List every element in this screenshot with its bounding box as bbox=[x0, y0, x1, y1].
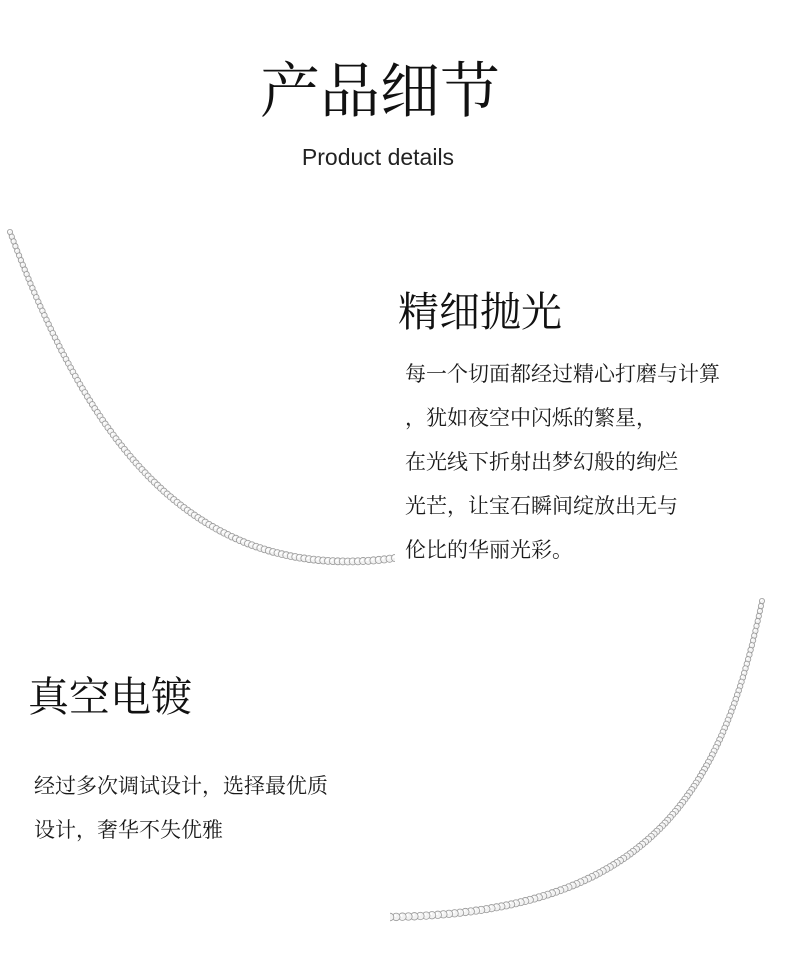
necklace-stone-sparkle bbox=[698, 774, 700, 776]
necklace-stone-sparkle bbox=[125, 451, 127, 453]
polish-section-description bbox=[405, 352, 720, 572]
necklace-stone-sparkle bbox=[759, 604, 761, 606]
necklace-stone-sparkle bbox=[53, 336, 55, 338]
necklace-stone-sparkle bbox=[49, 327, 51, 329]
necklace-stone-sparkle bbox=[726, 718, 728, 720]
necklace-stone bbox=[754, 623, 759, 628]
necklace-stone-sparkle bbox=[366, 558, 369, 561]
necklace-stone-sparkle bbox=[175, 500, 177, 502]
necklace-stone-sparkle bbox=[71, 370, 73, 372]
necklace-stone-sparkle bbox=[211, 525, 213, 527]
necklace-stone-sparkle bbox=[271, 550, 273, 552]
necklace-stone-sparkle bbox=[51, 331, 53, 333]
necklace-stone-sparkle bbox=[746, 658, 748, 660]
necklace-stone-sparkle bbox=[340, 559, 342, 561]
necklace-stone-sparkle bbox=[307, 557, 309, 559]
necklace-stone-sparkle bbox=[143, 471, 145, 473]
necklace-stone-sparkle bbox=[280, 552, 282, 554]
necklace-stone-sparkle bbox=[744, 667, 746, 669]
necklace-stone-sparkle bbox=[258, 546, 260, 548]
necklace-stone-sparkle bbox=[288, 554, 290, 556]
necklace-stone-sparkle bbox=[14, 244, 16, 246]
necklace-stone-sparkle bbox=[749, 648, 751, 650]
necklace-stone-sparkle bbox=[745, 662, 747, 664]
necklace-stone-sparkle bbox=[721, 730, 723, 732]
necklace-stone-sparkle bbox=[735, 693, 737, 695]
necklace-stone-sparkle bbox=[43, 314, 45, 316]
necklace-stone-sparkle bbox=[122, 447, 124, 449]
necklace-stone-sparkle bbox=[37, 300, 39, 302]
necklace-stone-sparkle bbox=[738, 685, 740, 687]
necklace-stone-sparkle bbox=[742, 671, 744, 673]
necklace-stone-sparkle bbox=[114, 437, 116, 439]
necklace-stone-sparkle bbox=[189, 511, 191, 513]
necklace-stone-sparkle bbox=[146, 474, 148, 476]
necklace-photo-bottom bbox=[390, 595, 790, 975]
necklace-stone-sparkle bbox=[111, 433, 113, 435]
necklace-stone-sparkle bbox=[27, 277, 29, 279]
necklace-photo-top bbox=[0, 228, 395, 600]
necklace-stone bbox=[756, 613, 761, 618]
necklace-stone-sparkle bbox=[31, 286, 33, 288]
necklace-stone-sparkle bbox=[238, 538, 240, 540]
necklace-stone-sparkle bbox=[387, 556, 390, 559]
necklace-stone-sparkle bbox=[242, 540, 244, 542]
necklace-stone-sparkle bbox=[331, 559, 333, 561]
necklace-stone-sparkle bbox=[732, 702, 734, 704]
necklace-stone-sparkle bbox=[165, 492, 167, 494]
necklace-stone-sparkle bbox=[710, 753, 712, 755]
necklace-stone-sparkle bbox=[203, 520, 205, 522]
necklace-stone-sparkle bbox=[298, 556, 300, 558]
polish-description-line: 在光线下折射出梦幻般的绚烂 bbox=[405, 450, 678, 474]
necklace-stone-sparkle bbox=[55, 340, 57, 342]
necklace-stone-sparkle bbox=[39, 305, 41, 307]
necklace-stone-sparkle bbox=[712, 749, 714, 751]
necklace-stone-sparkle bbox=[182, 506, 184, 508]
necklace-stone-sparkle bbox=[29, 282, 31, 284]
necklace-stone bbox=[755, 618, 760, 623]
polish-description-line: 光芒，让宝石瞬间绽放出无与 bbox=[405, 494, 678, 518]
necklace-stone-sparkle bbox=[120, 444, 122, 446]
necklace-stone-sparkle bbox=[134, 461, 136, 463]
necklace-stone-sparkle bbox=[234, 536, 236, 538]
necklace-stone-sparkle bbox=[740, 680, 742, 682]
necklace-stone-sparkle bbox=[326, 559, 328, 561]
necklace-stone-sparkle bbox=[267, 549, 269, 551]
page-title: 产品细节 bbox=[260, 57, 500, 127]
necklace-stone-sparkle bbox=[756, 619, 758, 621]
necklace-stone-sparkle bbox=[382, 557, 385, 560]
necklace-stone-sparkle bbox=[222, 531, 224, 533]
necklace-stone-sparkle bbox=[25, 272, 27, 274]
polish-description-line: 伦比的华丽光彩。 bbox=[405, 538, 573, 562]
polish-description-line: 每一个切面都经过精心打磨与计算 bbox=[405, 362, 720, 386]
necklace-stone-sparkle bbox=[729, 710, 731, 712]
necklace-stone-sparkle bbox=[321, 558, 323, 560]
necklace-stone-sparkle bbox=[10, 235, 12, 237]
necklace-stone-sparkle bbox=[98, 414, 100, 416]
necklace-stone-sparkle bbox=[723, 726, 725, 728]
necklace-stone-sparkle bbox=[152, 480, 154, 482]
necklace-stone-sparkle bbox=[731, 706, 733, 708]
necklace-stone-sparkle bbox=[262, 547, 264, 549]
necklace-stone-sparkle bbox=[117, 440, 119, 442]
necklace-stone-sparkle bbox=[758, 609, 760, 611]
necklace-stone-sparkle bbox=[162, 489, 164, 491]
necklace-stone-sparkle bbox=[200, 518, 202, 520]
necklace-stone-sparkle bbox=[250, 543, 252, 545]
necklace-stone-sparkle bbox=[41, 309, 43, 311]
necklace-stone-sparkle bbox=[76, 378, 78, 380]
necklace-stone-sparkle bbox=[284, 553, 286, 555]
necklace-stone-sparkle bbox=[88, 399, 90, 401]
necklace-stone-sparkle bbox=[696, 778, 698, 780]
necklace-stone-sparkle bbox=[19, 258, 21, 260]
necklace-stone-sparkle bbox=[140, 468, 142, 470]
necklace-stone bbox=[758, 603, 763, 608]
necklace-stone-sparkle bbox=[741, 676, 743, 678]
necklace-stone-sparkle bbox=[23, 268, 25, 270]
necklace-stone-sparkle bbox=[67, 362, 69, 364]
necklace-stone-sparkle bbox=[230, 535, 232, 537]
necklace-stone-sparkle bbox=[95, 410, 97, 412]
necklace-stone-sparkle bbox=[33, 291, 35, 293]
necklace-stone-sparkle bbox=[714, 745, 716, 747]
necklace-stone-sparkle bbox=[131, 458, 133, 460]
necklace-stone-sparkle bbox=[83, 391, 85, 393]
necklace-stone-sparkle bbox=[708, 757, 710, 759]
necklace-stone-sparkle bbox=[754, 629, 756, 631]
necklace-stone-sparkle bbox=[351, 559, 353, 561]
necklace-stone-sparkle bbox=[703, 767, 705, 769]
necklace-stone-sparkle bbox=[705, 764, 707, 766]
necklace-stone-sparkle bbox=[377, 558, 380, 561]
necklace-stone-sparkle bbox=[737, 689, 739, 691]
necklace-stone-sparkle bbox=[752, 634, 754, 636]
necklace-stone-sparkle bbox=[137, 464, 139, 466]
necklace-stone-sparkle bbox=[207, 522, 209, 524]
necklace-stone-sparkle bbox=[172, 498, 174, 500]
necklace-stone-sparkle bbox=[192, 513, 194, 515]
necklace-stone-sparkle bbox=[293, 555, 295, 557]
necklace-stone-sparkle bbox=[700, 771, 702, 773]
necklace-stone-sparkle bbox=[707, 760, 709, 762]
necklace-stone-sparkle bbox=[12, 240, 14, 242]
necklace-stone-sparkle bbox=[21, 263, 23, 265]
necklace-stone-sparkle bbox=[47, 323, 49, 325]
necklace-stone-sparkle bbox=[106, 426, 108, 428]
necklace-stone-sparkle bbox=[128, 454, 130, 456]
necklace-stone bbox=[757, 608, 762, 613]
necklace-stone-sparkle bbox=[275, 551, 277, 553]
necklace-stone-sparkle bbox=[60, 349, 62, 351]
necklace-stone-sparkle bbox=[345, 559, 347, 561]
necklace-stone-sparkle bbox=[748, 653, 750, 655]
necklace-stone-sparkle bbox=[371, 558, 374, 561]
necklace-stone-sparkle bbox=[64, 357, 66, 359]
necklace-stone-sparkle bbox=[302, 556, 304, 558]
necklace-stone-sparkle bbox=[8, 230, 10, 232]
necklace-stone-sparkle bbox=[728, 714, 730, 716]
necklace-stone-sparkle bbox=[85, 395, 87, 397]
necklace-stone-sparkle bbox=[17, 254, 19, 256]
page-subtitle: Product details bbox=[301, 144, 455, 170]
necklace-stone-sparkle bbox=[103, 422, 105, 424]
necklace-stone-sparkle bbox=[218, 529, 220, 531]
necklace-stone bbox=[759, 598, 764, 603]
necklace-stone-sparkle bbox=[356, 559, 358, 561]
necklace-stone-sparkle bbox=[81, 387, 83, 389]
necklace-stone-sparkle bbox=[73, 374, 75, 376]
necklace-stone-sparkle bbox=[725, 722, 727, 724]
necklace-stone-sparkle bbox=[109, 429, 111, 431]
necklace-stone-sparkle bbox=[311, 557, 313, 559]
necklace-stone-sparkle bbox=[246, 541, 248, 543]
necklace-stone-sparkle bbox=[196, 516, 198, 518]
necklace-stone-sparkle bbox=[78, 382, 80, 384]
necklace-stone-sparkle bbox=[750, 644, 752, 646]
necklace-stone-sparkle bbox=[719, 734, 721, 736]
necklace-stone-sparkle bbox=[101, 418, 103, 420]
necklace-stone-sparkle bbox=[718, 738, 720, 740]
necklace-stone-sparkle bbox=[755, 624, 757, 626]
necklace-stone-sparkle bbox=[336, 559, 338, 561]
necklace-stone-sparkle bbox=[93, 407, 95, 409]
necklace-stone-sparkle bbox=[159, 486, 161, 488]
necklace-stone-sparkle bbox=[45, 318, 47, 320]
necklace-stone-sparkle bbox=[15, 249, 17, 251]
necklace-stone-sparkle bbox=[178, 503, 180, 505]
plating-description-line: 设计，奢华不失优雅 bbox=[34, 818, 223, 842]
necklace-stone-sparkle bbox=[226, 533, 228, 535]
necklace-stone-sparkle bbox=[692, 784, 694, 786]
necklace-stone-sparkle bbox=[694, 781, 696, 783]
plating-section-description bbox=[34, 764, 328, 852]
necklace-stone-sparkle bbox=[716, 742, 718, 744]
necklace-stone-sparkle bbox=[316, 558, 318, 560]
plating-description-line: 经过多次调试设计，选择最优质 bbox=[34, 774, 328, 798]
necklace-stone-sparkle bbox=[168, 495, 170, 497]
necklace-stone bbox=[390, 913, 394, 921]
necklace-stone-sparkle bbox=[757, 614, 759, 616]
necklace-stone-sparkle bbox=[90, 403, 92, 405]
necklace-stone-sparkle bbox=[156, 483, 158, 485]
necklace-stone-sparkle bbox=[35, 295, 37, 297]
necklace-stone-sparkle bbox=[58, 345, 60, 347]
plating-section-title: 真空电镀 bbox=[28, 673, 192, 721]
polish-section-title: 精细抛光 bbox=[398, 288, 562, 336]
necklace-stone-sparkle bbox=[734, 697, 736, 699]
necklace-stone-sparkle bbox=[361, 559, 363, 561]
necklace-stone-sparkle bbox=[254, 544, 256, 546]
necklace-stone-sparkle bbox=[751, 639, 753, 641]
necklace-stone-sparkle bbox=[149, 477, 151, 479]
necklace-stone-sparkle bbox=[185, 508, 187, 510]
necklace-stone-sparkle bbox=[69, 366, 71, 368]
polish-description-line: ，犹如夜空中闪烁的繁星， bbox=[405, 406, 657, 430]
necklace-stone-sparkle bbox=[760, 599, 762, 601]
necklace-stone-sparkle bbox=[214, 527, 216, 529]
necklace-stone-sparkle bbox=[62, 353, 64, 355]
